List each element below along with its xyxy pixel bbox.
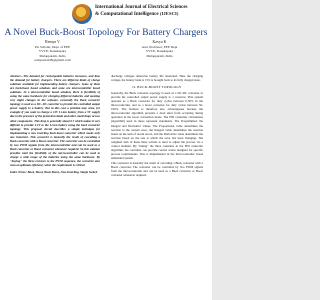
author-2-affiliation: Asst. Professor, EEE Dept <box>141 44 178 49</box>
body-paragraph-1: Generally, the Buck converter topology is used as a DC-DC converter to provide the controlled output power supply to a resource. This system operates as a Buck converter for duty cycles between 0-50% in the microcontroller, and as a boost converter for duty cycles between 50-100%. The features is therefore also advantageous because the microcontroller algorithm prevents a dead short from occurring during operation in the boost conversion mode. The PID controller calculations (algorithm) used in these represent statements. The Programmed, the Integral and Derivative values. The Proportional value determines the reaction to the current error, the Integral value determines the reaction based on the sum of recent errors, and the Derivative value determines the reaction based on the rate at which the error has been changing. The weighted sum of these three actions is used to adjust the process via a control element. By "tuning" the three constants in the PID controller algorithm, the controller can provide control action designed for specific process requirements. This is implemented in the microcontroller based embedded system. <box>111 91 203 160</box>
right-column <box>111 74 203 178</box>
author-1-name: Remya V <box>45 40 60 44</box>
right-column-intro: discharge voltages otherwise battery life shortened. Here the charging voltage, the battery bank is 15% is brought back to its fully charged state. <box>111 74 203 83</box>
author-2 <box>117 40 202 58</box>
journal-name <box>95 5 211 17</box>
paper-title: A Novel Buck-Boost Topology For Battery Chargers <box>4 28 208 38</box>
author-1-institution: VVCE, Kanakapura <box>38 49 67 53</box>
journal-abbreviation: (IJESCI) <box>159 10 179 16</box>
journal-name-line1: International Journal of Electrical Sciences <box>95 5 188 10</box>
author-1-location: Malappuram, India <box>39 53 66 58</box>
abstract-text: The demand for rechargeable batteries increases, and thus the demand for battery chargers. There are different kinds of charge solutions available for implementing battery chargers. Some of them are buck/boost based solutions and some are microcontroller based solutions. In a microcontroller based solution, there is flexibility of using the same hardware for charging different batteries and meeting very slight changes in the software. Generally the Buck converter topology is used as a DC–DC converter to provide the controlled output power supply to a battery. But in this case a problem may arise, for example if you want to charge a 12V Li-ion battery from a 5V supply due to the presence of the protection diode and other small drops across other components. This drop is generally about 0.7 which makes it very difficult to provide 4.2V to the Li-ion battery using the buck converter topology. This proposal circuit describes a simple technique for implementing a new inverting buck-boost converter which needs only one transistor. This converter is basically the result of cascading a Buck converter with a Boost converter. The converter can be controlled by two PWM signals from the microcontroller and can be used as a Buck converter or Boost converter whenever required. So this solution provides total the flexibility of the microcontroller can be used to charge a wide range of the batteries using the same hardware. By "buying" the three resistors to the PWM sequence, the converter also runs at optimum efficiency when the requirement is critical. <box>10 74 100 168</box>
journal-name-line2-text: & Computational Intelligence <box>95 11 159 17</box>
author-2-name: Kavya K <box>152 40 167 44</box>
journal-name-line2 <box>95 11 211 18</box>
author-2-institution: VVCE, Kanakapura <box>145 49 174 53</box>
author-1-email: remyavnair09@gmail.com <box>34 58 71 62</box>
author-2-location: Malappuram, India <box>146 53 173 58</box>
author-1-affiliation: PG Scholar, Dept. of EEE <box>34 44 71 49</box>
journal-header <box>0 3 212 27</box>
abstract <box>10 74 100 167</box>
section-heading: II. BUCK-BOOST TOPOLOGY <box>132 85 182 90</box>
body-paragraph-2: This converter is basically the result of cascading a Buck converter with a Boost converter. The converter can be controlled by two PWM signals from the microcontroller and can be used as a Buck converter or Boost converter whenever required. <box>111 160 203 178</box>
keywords: Index Terms: Buck, Boost, Buck-Boost, Non-Inverting, Single Switch <box>10 170 98 175</box>
left-column <box>10 74 100 174</box>
journal-logo <box>72 4 92 24</box>
abstract-label: Abstract— <box>10 74 24 78</box>
author-1 <box>10 40 95 63</box>
